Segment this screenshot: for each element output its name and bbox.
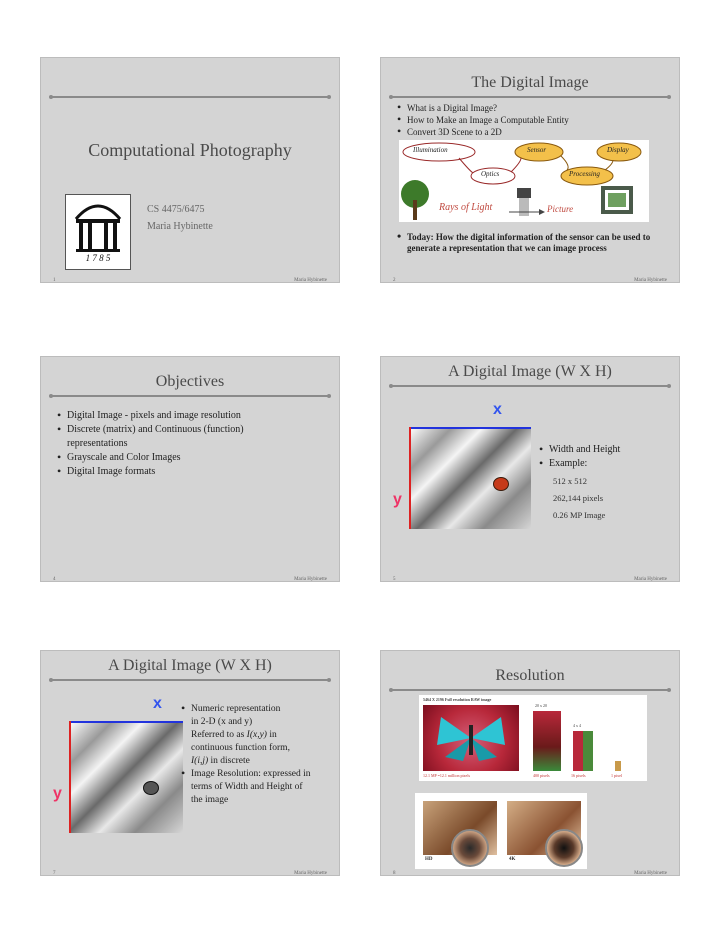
bullet-item: • How to Make an Image a Computable Entity [397,114,569,126]
butterfly-image [423,705,519,771]
slide-title: Objectives [155,373,225,390]
4k-eye-zoom [545,829,583,867]
footer-author: Maria Hybinette [294,871,327,876]
x-axis-arrow [71,721,183,723]
bullet-item: • Digital Image formats [57,465,299,479]
footer-author: Maria Hybinette [294,577,327,582]
bullet-list [57,409,299,479]
title-rule [51,679,329,681]
page-number: 8 [393,871,396,876]
slide-3[interactable] [40,356,340,582]
pixel-1-image [615,761,621,771]
example-pixels: 262,144 pixels [553,493,604,503]
label-megapixels: 12.1 MP =12.1 million pixels [423,773,470,778]
bullet-line: continuous function form, [191,743,290,753]
bullet-item: • Digital Image - pixels and image resolution [57,409,299,423]
label-400: 400 pixels [533,773,550,778]
bullet-item: • What is a Digital Image? [397,102,569,114]
text: Referred to as [191,730,247,740]
crop-20-image [533,711,561,771]
bullet-item: • Today: How the digital information of the sensor can be used to generate a representation that we can image process [397,232,659,254]
display-label: Display [607,146,629,154]
footer-author: Maria Hybinette [634,577,667,582]
4k-label: 4K [509,857,516,862]
ladybug-icon [143,781,159,795]
page-number: 1 [53,278,56,283]
slide-6[interactable] [380,650,680,876]
ladybug-image [411,429,531,529]
x-axis-label: x [153,695,162,712]
slide-1[interactable] [40,57,340,283]
slide-title: Resolution [495,667,565,684]
university-logo [65,194,131,270]
slide-title: Computational Photography [88,140,292,160]
x-axis-label: x [493,401,502,418]
page-number: 7 [53,871,56,876]
label-1: 1 pixel [611,773,622,778]
bullet-item: • Image Resolution: expressed in terms of Width and Height of the image [181,768,311,807]
bullet-line [191,755,331,768]
page-number: 2 [393,278,396,283]
picture-label: Picture [547,204,574,214]
hd-4k-figure [415,793,587,869]
crop-4-image [573,731,593,771]
bullet-line: • Numeric representation [191,704,281,714]
bullet-item [181,703,331,768]
slide-title: The Digital Image [471,74,589,91]
bullet-item: • Width and Height [539,443,620,457]
footer-author: Maria Hybinette [634,871,667,876]
title-rule [391,385,669,387]
processing-label: Processing [569,170,600,178]
bullet-item: • Grayscale and Color Images [57,451,299,465]
size-label-20: 20 x 20 [535,703,547,708]
bullet-list [397,102,569,138]
y-axis-label: y [53,785,62,802]
text: in [266,730,277,740]
camera-pipeline-diagram [399,140,649,222]
title-rule [391,689,669,691]
page-number: 4 [53,577,56,582]
footer-author: Maria Hybinette [634,278,667,283]
butterfly-icon [423,705,519,771]
bullet-item: • Discrete (matrix) and Continuous (function) representations [57,423,299,451]
x-axis-arrow [411,427,531,429]
butterfly-resolution-figure [419,695,647,781]
author-name: Maria Hybinette [147,221,213,232]
example-dimensions: 512 x 512 [553,476,587,486]
y-axis-arrow [69,721,71,833]
y-axis-arrow [409,427,411,529]
bullet-list [181,703,331,807]
rays-of-light-label: Rays of Light [439,202,493,213]
ladybug-image [71,723,183,833]
label-16: 16 pixels [571,773,586,778]
sensor-label: Sensor [527,146,547,154]
slide-4[interactable] [380,356,680,582]
size-label-4: 4 x 4 [573,723,581,728]
slide-5[interactable] [40,650,340,876]
text: in discrete [208,756,250,766]
bullet-item: • Example: [539,457,620,471]
bullet-line [191,729,331,742]
ladybug-icon [493,477,509,491]
title-rule [51,395,329,397]
optics-label: Optics [481,170,500,178]
bullet-item: • Convert 3D Scene to a 2D [397,126,569,138]
slide-2[interactable] [380,57,680,283]
course-number: CS 4475/6475 [147,204,205,215]
y-axis-label: y [393,491,402,508]
logo-year: 1 7 8 5 [85,253,111,263]
illumination-label: Illumination [413,146,448,154]
raw-caption: 5464 X 2196 Full resolution RAW image [423,697,492,702]
slide-title: A Digital Image (W X H) [108,657,272,674]
today-note [397,232,659,254]
discrete-notation: I(i,j) [191,756,209,766]
title-rule [51,96,329,98]
slide-title: A Digital Image (W X H) [448,363,612,380]
bullet-list [539,443,620,522]
hd-eye-zoom [451,829,489,867]
function-notation: I(x,y) [246,730,267,740]
hd-label: HD [425,857,433,862]
bullet-line: in 2-D (x and y) [191,717,253,727]
page-number: 5 [393,577,396,582]
title-rule [391,96,669,98]
example-megapixels: 0.26 MP Image [553,510,606,520]
footer-author: Maria Hybinette [294,278,327,283]
